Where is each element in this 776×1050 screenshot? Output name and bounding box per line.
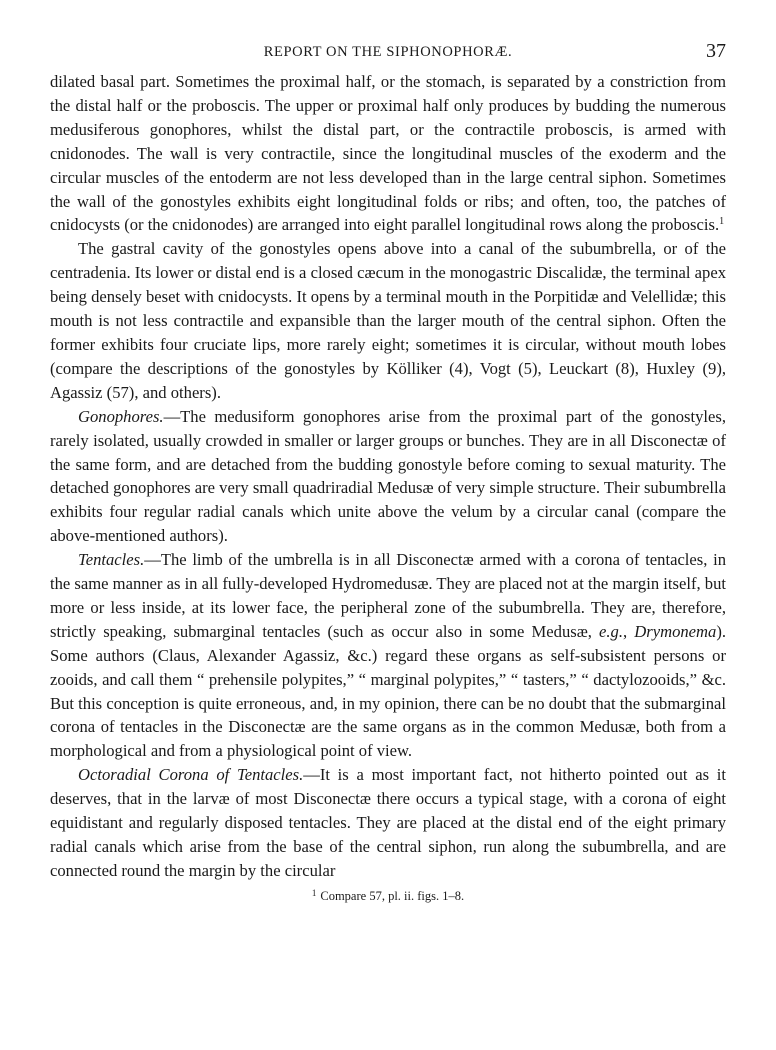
section-heading-gonophores: Gonophores. [78, 406, 164, 426]
separator-comma: , [623, 621, 635, 641]
footnote-reference[interactable]: 1 [719, 216, 725, 228]
paragraph-tentacles [50, 548, 726, 763]
paragraph-text: —The medusiform gonophores arise from the proximal part of the gonostyles, rarely isolated, usually crowded in smaller or larger groups or bunches. They are in all Disconectæ of the same form, and are detached from the budding gonostyle before coming to sexual maturity. The detached gonophores are very small quadriradial Medusæ of very simple structure. Their subumbrella exhibits four regular radial canals which unite above the velum by a circular canal (compare the above-mentioned authors). [50, 406, 726, 546]
genus-name: Drymonema [634, 621, 717, 641]
paragraph-text: dilated basal part. Sometimes the proximal half, or the stomach, is separated by a constriction from the distal half or the proboscis. The upper or proximal half only produces by budding the numerous medusiferous gonophores, whilst the distal part, or the contractile proboscis, is armed with cnidonodes. The wall is very contractile, since the longitudinal muscles of the exoderm and the circular muscles of the entoderm are not less developed than in the large central siphon. Sometimes the wall of the gonostyles exhibits eight longitudinal folds or ribs; and often, too, the patches of cnidocysts (or the cnidonodes) are arranged into eight parallel longitudinal rows along the proboscis. [50, 72, 726, 235]
paragraph-text: The gastral cavity of the gonostyles opens above into a canal of the subumbrella, or of the centradenia. Its lower or distal end is a closed cæcum in the monogastric Discalidæ, the terminal apex being densely beset with cnidocysts. It opens by a terminal mouth in the Porpitidæ and Velellidæ; this mouth is not less contractile and expansible than the larger mouth of the central siphon. Often the former exhibits four cruciate lips, more rarely eight; sometimes it is circular, without mouth lobes (compare the descriptions of the gonostyles by Kölliker (4), Vogt (5), Leuckart (8), Huxley (9), Agassiz (57), and others). [50, 239, 726, 402]
page [50, 40, 726, 904]
section-heading-tentacles: Tentacles. [78, 550, 145, 570]
footnote-text: Compare 57, pl. ii. figs. 1–8. [320, 888, 465, 903]
footnote-mark: 1 [311, 887, 317, 898]
section-heading-octoradial-corona: Octoradial Corona of Tentacles. [78, 765, 304, 785]
paragraph-text: ). Some authors (Claus, Alexander Agassiz, &c.) regard these organs as self-subsistent persons or zooids, and call them “ prehensile polypites,” “ marginal polypites,” “ tasters,” “ dactylozooids,” &c. But this conception is quite erroneous, and, in my opinion, there can be no doubt that the submarginal corona of tentacles in the Disconectæ are the same organs as in the common Medusæ, both from a morphological and from a physiological point of view. [50, 621, 727, 761]
paragraph-gastral-cavity [50, 237, 726, 404]
paragraph-text: —It is a most important fact, not hitherto pointed out as it deserves, that in the larvæ of most Disconectæ there occurs a typical stage, with a corona of eight equidistant and regularly disposed tentacles. They are placed at the distal end of the eight primary radial canals which arise from the base of the central siphon, run along the subumbrella, and are connected round the margin by the circular [50, 765, 726, 880]
running-title: REPORT ON THE SIPHONOPHORÆ. [263, 44, 513, 60]
body-text [50, 70, 726, 883]
paragraph-octoradial-corona [50, 763, 726, 883]
page-number: 37 [706, 40, 726, 62]
abbreviation-eg: e.g. [599, 621, 624, 641]
paragraph-text: —The limb of the umbrella is in all Disconectæ armed with a corona of tentacles, in the same manner as in all fully-developed Hydromedusæ. They are placed not at the margin itself, but more or less inside, at its lower face, the peripheral zone of the subumbrella. They are, therefore, strictly speaking, submarginal tentacles (such as occur also in some Medusæ, [50, 550, 726, 641]
footnote [50, 885, 726, 904]
paragraph-gonophores [50, 405, 726, 548]
paragraph-gonostyle-structure [50, 70, 726, 237]
running-header [50, 40, 726, 70]
